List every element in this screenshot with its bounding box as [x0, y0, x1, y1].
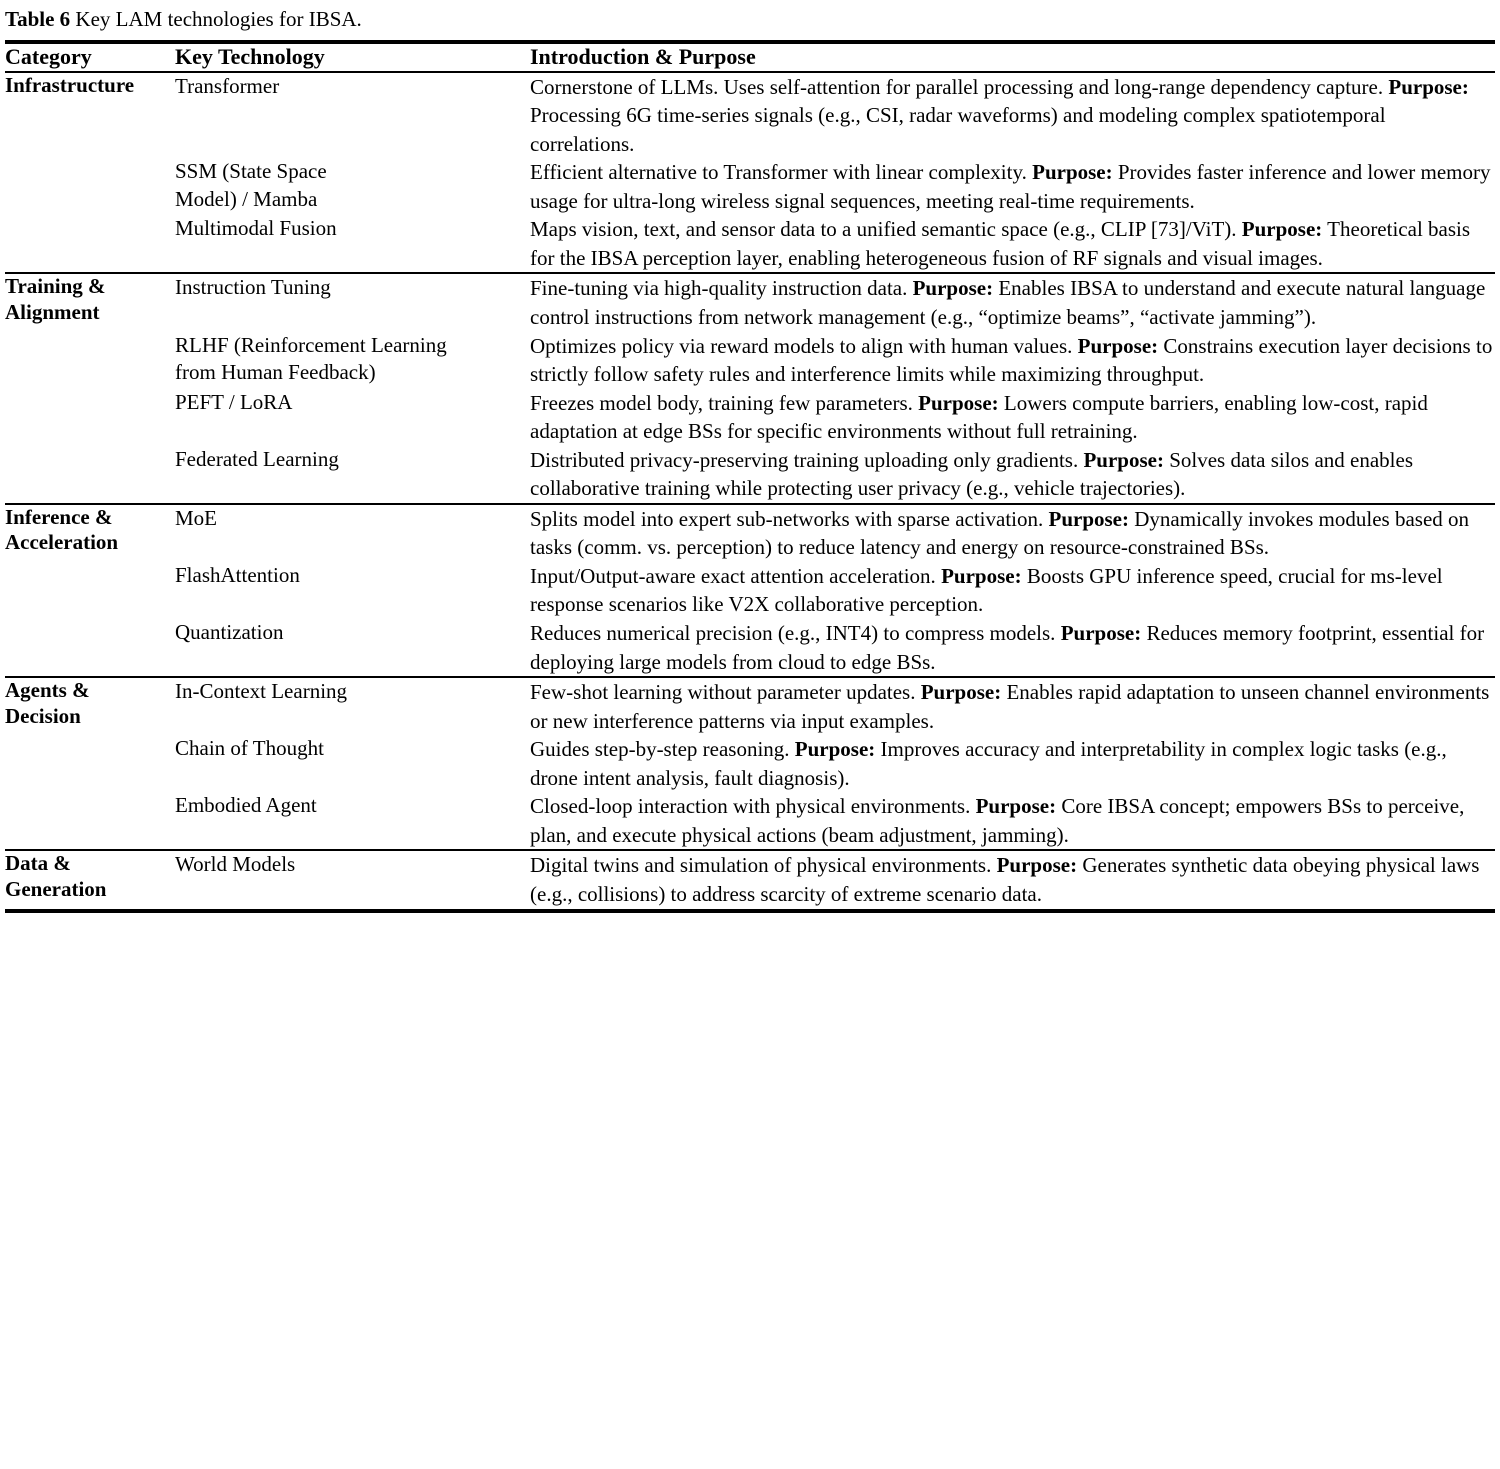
description-intro-text: Distributed privacy-preserving training uploading only gradients. [530, 447, 1084, 472]
table-bottom-rule [5, 909, 1495, 913]
purpose-label: Purpose: [912, 276, 994, 301]
description-cell [530, 678, 1495, 735]
description-purpose-text: Boosts GPU inference speed, crucial for ms-level response scenarios like V2X collaborative perception. [530, 563, 1443, 617]
category-label-line2: Generation [5, 877, 107, 902]
column-header-category: Category [5, 44, 92, 70]
technology-label: In-Context Learning [175, 679, 348, 704]
purpose-label: Purpose: [794, 737, 876, 762]
category-label: Infrastructure [5, 72, 135, 97]
category-cell [5, 678, 175, 849]
category-cell [5, 505, 175, 676]
description-cell [530, 215, 1495, 272]
description-cell [530, 505, 1495, 562]
purpose-label: Purpose: [1083, 447, 1164, 472]
table-body [5, 71, 1495, 909]
purpose-label: Purpose: [941, 563, 1022, 588]
table-row [5, 619, 1495, 676]
table-row [5, 446, 1495, 503]
category-cell [5, 851, 175, 908]
description-intro-text: Fine-tuning via high-quality instruction data. [530, 276, 913, 301]
description-intro-text: Efficient alternative to Transformer with linear complexity. [530, 160, 1033, 185]
table-caption [5, 0, 1495, 40]
table-row [5, 505, 1495, 562]
technology-cell [175, 735, 530, 792]
purpose-label: Purpose: [1032, 160, 1113, 185]
description-cell [530, 158, 1495, 215]
description-cell [530, 73, 1495, 159]
description-intro-text: Cornerstone of LLMs. Uses self-attention for parallel processing and long-range dependency capture. [530, 74, 1389, 99]
description-purpose-text: Generates synthetic data obeying physical laws (e.g., collisions) to address scarcity of extreme scenario data. [530, 853, 1480, 906]
technology-label: Federated Learning [175, 446, 339, 471]
purpose-label: Purpose: [1077, 333, 1159, 358]
purpose-label: Purpose: [918, 390, 999, 415]
technology-label: PEFT / LoRA [175, 389, 293, 414]
description-cell [530, 332, 1495, 389]
technology-cell [175, 851, 530, 908]
category-label-line1: Training & [5, 274, 106, 299]
purpose-label: Purpose: [975, 794, 1057, 819]
description-cell [530, 562, 1495, 619]
technology-cell [175, 619, 530, 676]
lam-technologies-table [5, 44, 1495, 908]
description-purpose-text: Processing 6G time-series signals (e.g., CSI, radar waveforms) and modeling complex spatiotemporal correlations. [530, 103, 1386, 156]
description-cell [530, 446, 1495, 503]
description-purpose-text: Enables IBSA to understand and execute natural language control instructions from network management (e.g., “optimize beams”, “activate jamming”). [530, 276, 1486, 330]
category-label-line2: Acceleration [5, 530, 119, 555]
technology-label: MoE [175, 505, 217, 530]
technology-label: Transformer [175, 73, 280, 98]
purpose-label: Purpose: [1048, 506, 1129, 531]
table-row [5, 274, 1495, 331]
technology-label: FlashAttention [175, 562, 300, 587]
table-header-row [5, 44, 1495, 70]
column-header-introduction-purpose: Introduction & Purpose [530, 44, 756, 70]
technology-cell [175, 389, 530, 446]
description-cell [530, 389, 1495, 446]
technology-cell [175, 446, 530, 503]
technology-label-line2: from Human Feedback) [175, 360, 376, 385]
purpose-label: Purpose: [1060, 621, 1142, 646]
technology-cell [175, 678, 530, 735]
description-intro-text: Closed-loop interaction with physical environments. [530, 794, 976, 819]
caption-label: Table 6 [5, 7, 71, 31]
purpose-label: Purpose: [1241, 217, 1323, 242]
technology-cell [175, 792, 530, 849]
technology-label: World Models [175, 852, 296, 877]
purpose-label: Purpose: [1388, 74, 1469, 99]
category-label-line2: Decision [5, 703, 81, 728]
technology-cell [175, 158, 530, 215]
table-row [5, 562, 1495, 619]
category-label-line2: Alignment [5, 300, 100, 325]
description-purpose-text: Enables rapid adaptation to unseen channel environments or new interference patterns via input examples. [530, 680, 1490, 733]
description-cell [530, 274, 1495, 331]
table-row [5, 389, 1495, 446]
table-row [5, 851, 1495, 908]
description-purpose-text: Dynamically invokes modules based on tasks (comm. vs. perception) to reduce latency and energy on resource-constrained BSs. [530, 506, 1470, 560]
table-row [5, 792, 1495, 849]
technology-label: Instruction Tuning [175, 275, 331, 300]
description-cell [530, 735, 1495, 792]
technology-cell [175, 505, 530, 562]
purpose-label: Purpose: [920, 680, 1002, 705]
description-intro-text: Maps vision, text, and sensor data to a unified semantic space (e.g., CLIP [73]/ViT). [530, 217, 1242, 242]
description-intro-text: Freezes model body, training few parameters. [530, 390, 919, 415]
description-purpose-text: Lowers compute barriers, enabling low-cost, rapid adaptation at edge BSs for specific environments without full retraining. [530, 390, 1428, 444]
table-row [5, 73, 1495, 159]
category-cell [5, 274, 175, 502]
description-intro-text: Digital twins and simulation of physical environments. [530, 853, 997, 878]
technology-cell [175, 332, 530, 389]
table-row [5, 215, 1495, 272]
description-intro-text: Reduces numerical precision (e.g., INT4) to compress models. [530, 621, 1061, 646]
column-header-key-technology: Key Technology [175, 44, 325, 70]
description-purpose-text: Provides faster inference and lower memory usage for ultra-long wireless signal sequences, meeting real-time requirements. [530, 160, 1491, 213]
category-cell [5, 73, 175, 273]
technology-cell [175, 215, 530, 272]
table-row [5, 158, 1495, 215]
description-intro-text: Splits model into expert sub-networks with sparse activation. [530, 506, 1049, 531]
description-intro-text: Optimizes policy via reward models to align with human values. [530, 333, 1078, 358]
technology-label: Chain of Thought [175, 736, 324, 761]
description-purpose-text: Solves data silos and enables collaborative training while protecting user privacy (e.g., vehicle trajectories). [530, 447, 1414, 501]
category-label-line1: Agents & [5, 678, 90, 703]
description-cell [530, 619, 1495, 676]
description-intro-text: Few-shot learning without parameter updates. [530, 680, 921, 705]
technology-label: Multimodal Fusion [175, 216, 337, 241]
category-label-line1: Inference & [5, 504, 113, 529]
technology-label: Quantization [175, 620, 284, 645]
technology-label-line2: Model) / Mamba [175, 187, 318, 211]
caption-text: Key LAM technologies for IBSA. [75, 7, 362, 31]
table-row [5, 678, 1495, 735]
technology-cell [175, 73, 530, 159]
purpose-label: Purpose: [996, 853, 1078, 878]
description-purpose-text: Theoretical basis for the IBSA perception layer, enabling heterogeneous fusion of RF signals and visual images. [530, 217, 1471, 270]
description-cell [530, 851, 1495, 908]
description-cell [530, 792, 1495, 849]
description-purpose-text: Improves accuracy and interpretability in complex logic tasks (e.g., drone intent analysis, fault diagnosis). [530, 737, 1447, 790]
description-purpose-text: Reduces memory footprint, essential for deploying large models from cloud to edge BSs. [530, 621, 1485, 674]
category-label-line1: Data & [5, 851, 71, 876]
description-purpose-text: Core IBSA concept; empowers BSs to perceive, plan, and execute physical actions (beam adjustment, jamming). [530, 794, 1465, 847]
technology-cell [175, 274, 530, 331]
description-intro-text: Input/Output-aware exact attention acceleration. [530, 563, 942, 588]
table-row [5, 735, 1495, 792]
description-intro-text: Guides step-by-step reasoning. [530, 737, 795, 762]
description-purpose-text: Constrains execution layer decisions to strictly follow safety rules and interference limits while maximizing throughput. [530, 333, 1493, 387]
technology-label-line1: SSM (State Space [175, 159, 327, 184]
table-row [5, 332, 1495, 389]
technology-cell [175, 562, 530, 619]
technology-label-line1: RLHF (Reinforcement Learning [175, 332, 447, 357]
technology-label: Embodied Agent [175, 793, 317, 818]
